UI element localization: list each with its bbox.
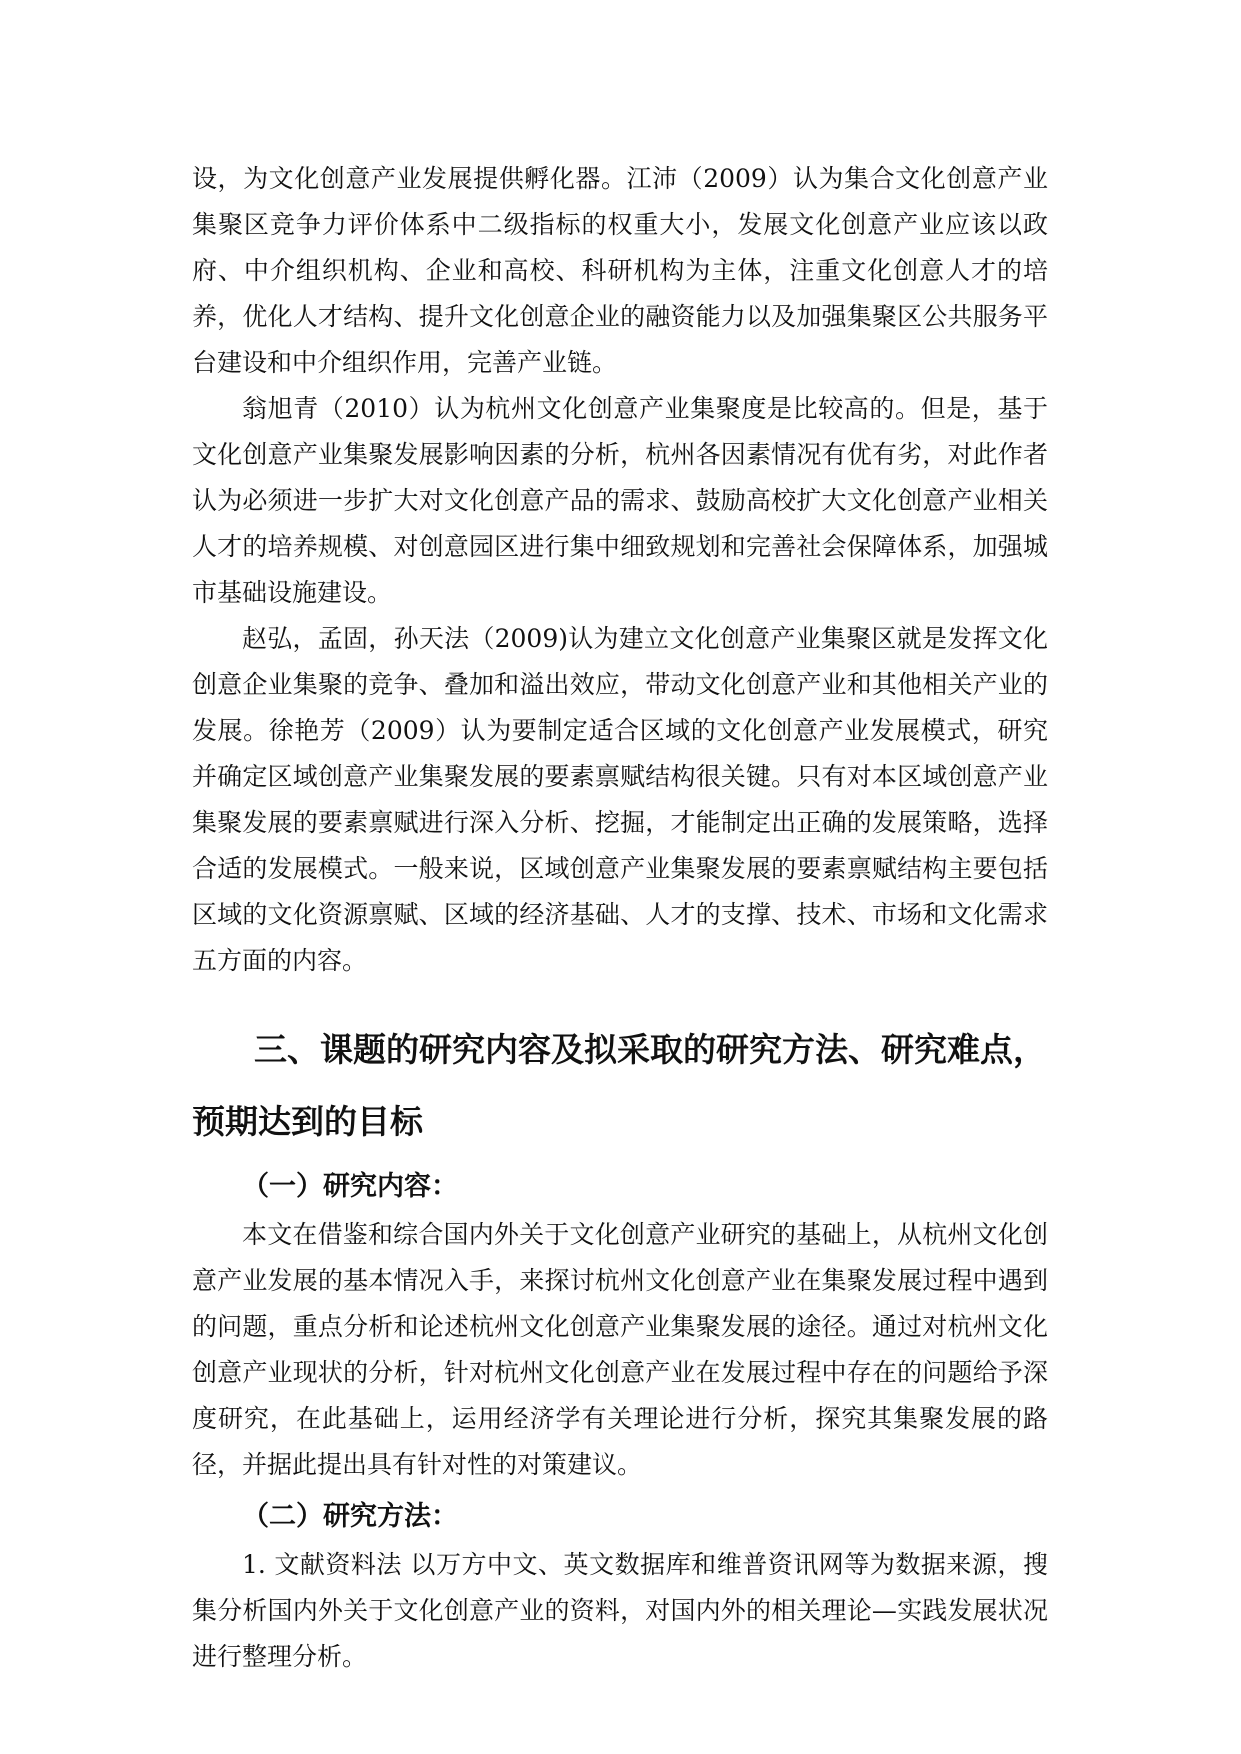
paragraph-method-literature: 1. 文献资料法 以万方中文、英文数据库和维普资讯网等为数据来源，搜集分析国内外关于文化创意产业的资料，对国内外的相关理论—实践发展状况进行整理分析。 [192,1550,1048,1671]
document-page [192,156,1048,1680]
subsection-heading-content: （一）研究内容： [242,1171,458,1202]
subsection-heading-methods: （二）研究方法： [242,1501,458,1532]
paragraph-weng: 翁旭青（2010）认为杭州文化创意产业集聚度是比较高的。但是，基于文化创意产业集聚发展影响因素的分析，杭州各因素情况有优有劣，对此作者认为必须进一步扩大对文化创意产品的需求、鼓励高校扩大文化创意产业相关人才的培养规模、对创意园区进行集中细致规划和完善社会保障体系，加强城市基础设施建设。 [192,394,1048,607]
paragraph-continuation: 设，为文化创意产业发展提供孵化器。江沛（2009）认为集合文化创意产业集聚区竞争力评价体系中二级指标的权重大小，发展文化创意产业应该以政府、中介组织机构、企业和高校、科研机构为主体，注重文化创意人才的培养，优化人才结构、提升文化创意企业的融资能力以及加强集聚区公共服务平台建设和中介组织作用，完善产业链。 [192,164,1048,377]
paragraph-zhao: 赵弘，孟固，孙天法（2009)认为建立文化创意产业集聚区就是发挥文化创意企业集聚的竞争、叠加和溢出效应，带动文化创意产业和其他相关产业的发展。徐艳芳（2009）认为要制定适合区域的文化创意产业发展模式，研究并确定区域创意产业集聚发展的要素禀赋结构很关键。只有对本区域创意产业集聚发展的要素禀赋进行深入分析、挖掘，才能制定出正确的发展策略，选择合适的发展模式。一般来说，区域创意产业集聚发展的要素禀赋结构主要包括区域的文化资源禀赋、区域的经济基础、人才的支撑、技术、市场和文化需求五方面的内容。 [192,624,1048,975]
section-heading: 三、课题的研究内容及拟采取的研究方法、研究难点，预期达到的目标 [192,1030,1046,1141]
paragraph-research-content: 本文在借鉴和综合国内外关于文化创意产业研究的基础上，从杭州文化创意产业发展的基本情况入手，来探讨杭州文化创意产业在集聚发展过程中遇到的问题，重点分析和论述杭州文化创意产业集聚发展的途径。通过对杭州文化创意产业现状的分析，针对杭州文化创意产业在发展过程中存在的问题给予深度研究，在此基础上，运用经济学有关理论进行分析，探究其集聚发展的路径，并据此提出具有针对性的对策建议。 [192,1220,1048,1479]
